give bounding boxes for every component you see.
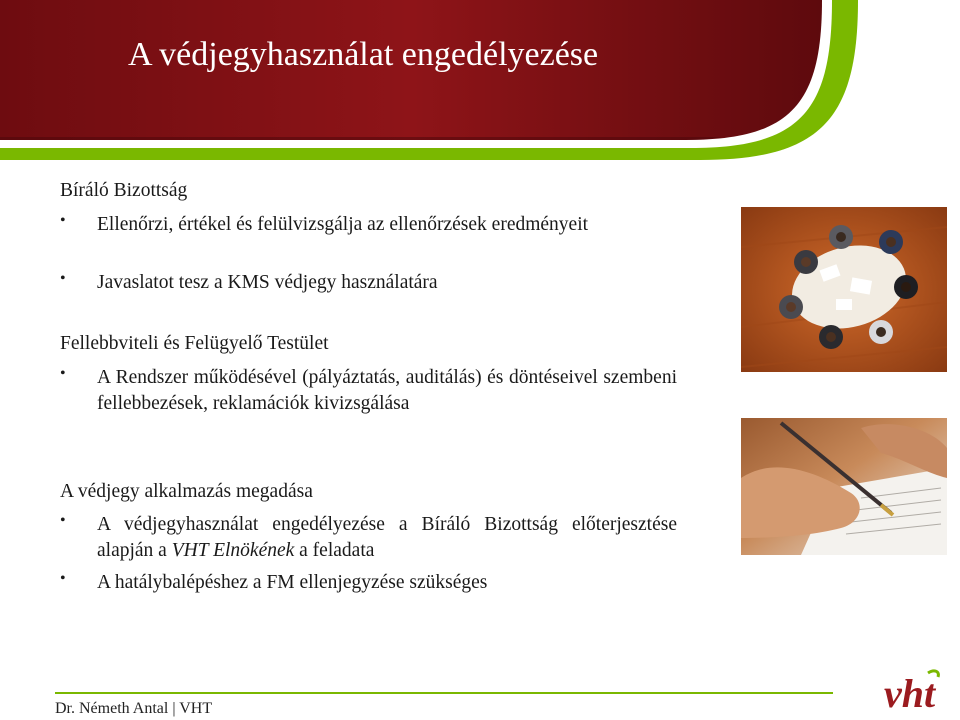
bullet-text-part: a feladata [294, 540, 375, 561]
section-heading-review-committee: Bíráló Bizottság [60, 180, 188, 201]
bullet-text: Javaslatot tesz a KMS védjegy használatára [97, 272, 438, 293]
vht-logo [880, 667, 956, 717]
bullet-text-part: A védjegyhasználat engedélyezése a Bíráló Bizottság előterjesztése alapján a [97, 514, 677, 561]
bullet-text-italic: VHT Elnökének [171, 540, 295, 561]
meeting-table-photo [741, 207, 947, 372]
bullet-marker: • [60, 365, 66, 382]
bullet-text [97, 512, 677, 564]
bullet-marker: • [60, 270, 66, 287]
pen-signing-photo [741, 418, 947, 555]
footer-author: Dr. Németh Antal | VHT [55, 700, 213, 717]
section-heading-trademark-grant: A védjegy alkalmazás megadása [60, 481, 313, 502]
bullet-text: Ellenőrzi, értékel és felülvizsgálja az ellenőrzések eredményeit [97, 214, 589, 235]
bullet-text: A hatálybalépéshez a FM ellenjegyzése szükséges [97, 572, 488, 593]
bullet-marker: • [60, 512, 66, 529]
vht-logo-text: vht [884, 671, 936, 716]
bullet-marker: • [60, 212, 66, 229]
section-heading-appeals-board: Fellebbviteli és Felügyelő Testület [60, 333, 329, 354]
bullet-marker: • [60, 570, 66, 587]
bullet-text: A Rendszer működésével (pályáztatás, auditálás) és döntéseivel szembeni fellebbezések, reklamációk kivizsgálása [97, 367, 677, 414]
footer-divider [55, 692, 833, 694]
title-banner [0, 0, 960, 165]
slide-title: A védjegyhasználat engedélyezése [128, 36, 599, 73]
